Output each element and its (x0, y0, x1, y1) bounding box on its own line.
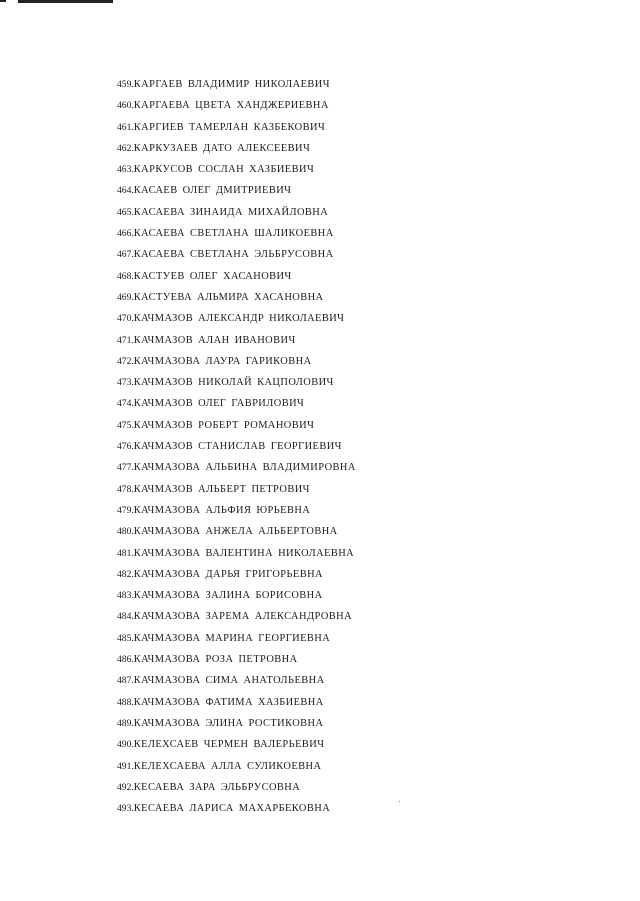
entry-number: 472. (117, 355, 134, 367)
list-item (117, 142, 356, 163)
entry-name: КАРКУЗАЕВ ДАТО АЛЕКСЕЕВИЧ (133, 142, 311, 154)
entry-number: 486. (117, 654, 134, 666)
entry-number: 469. (117, 291, 134, 303)
entry-number: 467. (117, 249, 134, 261)
entry-number: 460. (117, 100, 134, 112)
list-item (117, 589, 356, 610)
entry-name: КАСАЕВА ЗИНАИДА МИХАЙЛОВНА (133, 206, 329, 218)
entry-number: 463. (117, 164, 134, 176)
entry-name: КАЧМАЗОВА ЗАЛИНА БОРИСОВНА (133, 590, 323, 602)
entry-number: 481. (117, 547, 134, 559)
scan-edge-mark (0, 0, 6, 2)
entry-number: 485. (117, 632, 134, 644)
list-item (117, 483, 356, 504)
entry-name: КАЧМАЗОВА АЛЬБИНА ВЛАДИМИРОВНА (133, 462, 356, 474)
list-item (117, 504, 356, 525)
entry-name: КАСТУЕВ ОЛЕГ ХАСАНОВИЧ (133, 270, 292, 282)
entry-number: 493. (117, 803, 134, 815)
entry-number: 487. (117, 675, 134, 687)
entry-name: КАЧМАЗОВ АЛЬБЕРТ ПЕТРОВИЧ (133, 483, 310, 495)
entry-name: КЕЛЕХСАЕВА АЛЛА СУЛИКОЕВНА (133, 760, 322, 772)
entry-name: КАЧМАЗОВА ЗАРЕМА АЛЕКСАНДРОВНА (133, 611, 353, 623)
entry-number: 490. (117, 739, 134, 751)
entry-number: 466. (117, 228, 134, 240)
list-item (117, 461, 356, 482)
entry-number: 459. (117, 79, 134, 90)
entry-number: 474. (117, 398, 134, 410)
entry-name: КАЧМАЗОВА ДАРЬЯ ГРИГОРЬЕВНА (133, 568, 324, 580)
list-item (117, 397, 356, 418)
entry-name: КАЧМАЗОВА ВАЛЕНТИНА НИКОЛАЕВНА (133, 547, 355, 559)
entry-name: КЕЛЕХСАЕВ ЧЕРМЕН ВАЛЕРЬЕВИЧ (133, 739, 325, 751)
list-item (117, 696, 356, 717)
list-item (117, 312, 356, 333)
entry-number: 470. (117, 313, 134, 325)
entry-name: КАЧМАЗОВ АЛЕКСАНДР НИКОЛАЕВИЧ (133, 313, 345, 325)
entry-name: КАСАЕВА СВЕТЛАНА ЭЛЬБРУСОВНА (133, 249, 334, 261)
list-item (117, 674, 356, 695)
entry-name: КЕСАЕВА ЛАРИСА МАХАРБЕКОВНА (133, 803, 331, 815)
list-item (117, 121, 356, 142)
entry-number: 465. (117, 206, 134, 218)
entry-name: КАЧМАЗОВА ЛАУРА ГАРИКОВНА (133, 355, 312, 367)
list-item (117, 738, 356, 759)
list-item (117, 78, 356, 99)
scan-edge-bar (18, 0, 113, 3)
list-item (117, 291, 356, 312)
entry-number: 471. (117, 334, 134, 346)
list-item (117, 184, 356, 205)
entry-number: 484. (117, 611, 134, 623)
list-item (117, 568, 356, 589)
list-item (117, 227, 356, 248)
list-item (117, 248, 356, 269)
entry-number: 489. (117, 717, 134, 729)
entry-name: КАЧМАЗОВ СТАНИСЛАВ ГЕОРГИЕВИЧ (133, 441, 342, 453)
list-item (117, 781, 356, 802)
entry-number: 473. (117, 377, 134, 389)
list-item (117, 355, 356, 376)
entry-number: 492. (117, 781, 134, 793)
list-item (117, 419, 356, 440)
entry-number: 468. (117, 270, 134, 282)
list-item (117, 206, 356, 227)
entry-number: 475. (117, 419, 134, 431)
scan-speck (399, 801, 400, 802)
entry-number: 488. (117, 696, 134, 708)
list-item (117, 525, 356, 546)
entry-name: КАСАЕВА СВЕТЛАНА ШАЛИКОЕВНА (133, 228, 334, 240)
entry-name: КАЧМАЗОВ НИКОЛАЙ КАЦПОЛОВИЧ (133, 377, 334, 389)
list-item (117, 610, 356, 631)
entry-number: 480. (117, 526, 134, 538)
entry-name: КАЧМАЗОВА АНЖЕЛА АЛЬБЕРТОВНА (133, 526, 338, 538)
entry-number: 461. (117, 121, 134, 133)
entry-name: КАЧМАЗОВ ОЛЕГ ГАВРИЛОВИЧ (133, 398, 305, 410)
list-item (117, 802, 356, 823)
list-item (117, 270, 356, 291)
entry-name: КАЧМАЗОВА АЛЬФИЯ ЮРЬЕВНА (133, 504, 311, 516)
list-item (117, 653, 356, 674)
list-item (117, 632, 356, 653)
entry-name: КАСТУЕВА АЛЬМИРА ХАСАНОВНА (133, 291, 324, 303)
entry-number: 477. (117, 462, 134, 474)
entry-name: КАСАЕВ ОЛЕГ ДМИТРИЕВИЧ (133, 185, 292, 197)
entry-number: 464. (117, 185, 134, 197)
entry-name: КАЧМАЗОВА РОЗА ПЕТРОВНА (133, 654, 298, 666)
entry-name: КАЧМАЗОВА МАРИНА ГЕОРГИЕВНА (133, 632, 331, 644)
list-item (117, 163, 356, 184)
entry-name: КЕСАЕВА ЗАРА ЭЛЬБРУСОВНА (133, 781, 301, 793)
entry-number: 483. (117, 590, 134, 602)
list-item (117, 376, 356, 397)
entry-name: КАРГАЕВА ЦВЕТА ХАНДЖЕРИЕВНА (133, 100, 329, 112)
list-item (117, 760, 356, 781)
entry-name: КАРГИЕВ ТАМЕРЛАН КАЗБЕКОВИЧ (133, 121, 326, 133)
list-item (117, 547, 356, 568)
entry-name: КАЧМАЗОВА ФАТИМА ХАЗБИЕВНА (133, 696, 324, 708)
list-item (117, 334, 356, 355)
name-list (117, 78, 356, 823)
list-item (117, 717, 356, 738)
entry-number: 462. (117, 142, 134, 154)
entry-number: 482. (117, 568, 134, 580)
entry-name: КАЧМАЗОВ АЛАН ИВАНОВИЧ (133, 334, 296, 346)
entry-name: КАРКУСОВ СОСЛАН ХАЗБИЕВИЧ (133, 164, 315, 176)
list-item (117, 99, 356, 120)
entry-number: 479. (117, 504, 134, 516)
entry-name: КАЧМАЗОВА СИМА АНАТОЛЬЕВНА (133, 675, 325, 687)
entry-name: КАРГАЕВ ВЛАДИМИР НИКОЛАЕВИЧ (133, 79, 330, 90)
entry-name: КАЧМАЗОВА ЭЛИНА РОСТИКОВНА (133, 717, 324, 729)
entry-number: 478. (117, 483, 134, 495)
entry-number: 491. (117, 760, 134, 772)
entry-number: 476. (117, 441, 134, 453)
list-item (117, 440, 356, 461)
entry-name: КАЧМАЗОВ РОБЕРТ РОМАНОВИЧ (133, 419, 315, 431)
